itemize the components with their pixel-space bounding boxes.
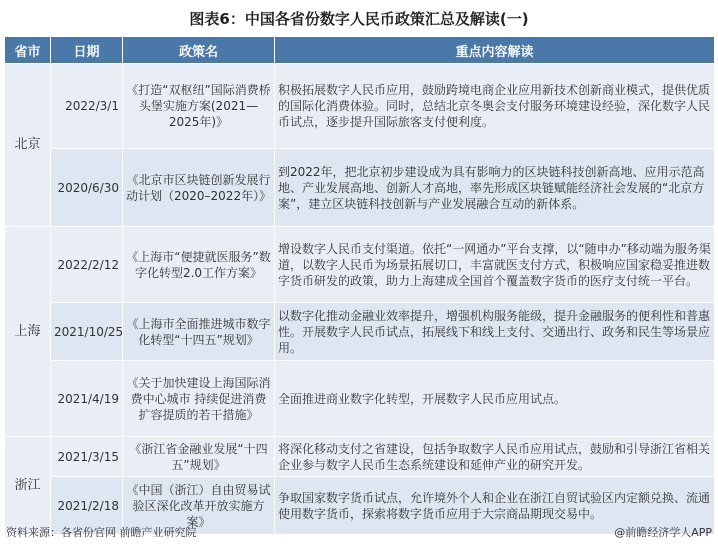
table-row [5, 437, 715, 477]
date-cell: 2020/6/30 [51, 149, 123, 227]
region-cell: 北京 [5, 64, 51, 227]
content-cell: 争取国家数字货币试点，允许境外个人和企业在浙江自贸试验区内定额兑换、流通使用数字货币，探索将数字货币应用于大宗商品期现交易中。 [275, 477, 715, 535]
table-row [5, 361, 715, 437]
table-row [5, 149, 715, 227]
content-cell: 到2022年，把北京初步建设成为具有影响力的区块链科技创新高地、应用示范高地、产业发展高地、创新人才高地，率先形成区块链赋能经济社会发展的“北京方案”，建立区块链科技创新与产业发展融合互动的新体系。 [275, 149, 715, 227]
header-policy: 政策名 [123, 37, 275, 64]
date-cell: 2021/10/25 [51, 303, 123, 361]
policy-table [4, 36, 715, 535]
content-cell: 积极拓展数字人民币应用，鼓励跨境电商企业应用新技术创新商业模式，提供优质的国际化消费体验。同时，总结北京冬奥会支付服务环境建设经验，深化数字人民币试点，逐步提升国际旅客支付便利度。 [275, 64, 715, 149]
content-cell: 全面推进商业数字化转型，开展数字人民币应用试点。 [275, 361, 715, 437]
table-header-row [5, 37, 715, 64]
policy-name-cell: 《北京市区块链创新发展行动计划（2020–2022年）》 [123, 149, 275, 227]
content-cell: 将深化移动支付之省建设，包括争取数字人民币应用试点，鼓励和引导浙江省相关企业参与数字人民币生态系统建设和延伸产业的研究开发。 [275, 437, 715, 477]
chart-title: 图表6：中国各省份数字人民币政策汇总及解读(一) [189, 10, 529, 28]
policy-name-cell: 《关于加快建设上海国际消费中心城市 持续促进消费扩容提质的若干措施》 [123, 361, 275, 437]
content-cell: 以数字化推动金融业效率提升，增强机构服务能级，提升金融服务的便利性和普惠性。开展数字人民币试点，拓展线下和线上支付、交通出行、政务和民生等场景应用。 [275, 303, 715, 361]
policy-name-cell: 《浙江省金融业发展“十四五”规划》 [123, 437, 275, 477]
header-region: 省市 [5, 37, 51, 64]
policy-name-cell: 《打造“双枢纽”国际消费桥头堡实施方案(2021—2025年)》 [123, 64, 275, 149]
table-row [5, 303, 715, 361]
region-cell: 上海 [5, 227, 51, 437]
date-cell: 2021/2/18 [51, 477, 123, 535]
date-cell: 2021/4/19 [51, 361, 123, 437]
table-row [5, 64, 715, 149]
table-row [5, 227, 715, 303]
source-note: 资料来源：各省份官网 前瞻产业研究院 [6, 526, 197, 539]
policy-name-cell: 《中国（浙江）自由贸易试验区深化改革开放实施方案》 [123, 477, 275, 535]
brand-credit: @前瞻经济学人APP [614, 526, 712, 539]
policy-name-cell: 《上海市全面推进城市数字化转型“十四五”规划》 [123, 303, 275, 361]
date-cell: 2021/3/15 [51, 437, 123, 477]
policy-name-cell: 《上海市“便捷就医服务”数字化转型2.0工作方案》 [123, 227, 275, 303]
header-content: 重点内容解读 [275, 37, 715, 64]
region-cell: 浙江 [5, 437, 51, 535]
date-cell: 2022/3/1 [51, 64, 123, 149]
date-cell: 2022/2/12 [51, 227, 123, 303]
content-cell: 增设数字人民币支付渠道。依托“一网通办”平台支撑，以“随申办”移动端为服务渠道，以数字人民币为场景拓展切口，丰富就医支付方式，积极响应国家稳妥推进数字货币研发的政策，助力上海建成全国首个覆盖数字货币的医疗支付统一平台。 [275, 227, 715, 303]
header-date: 日期 [51, 37, 123, 64]
